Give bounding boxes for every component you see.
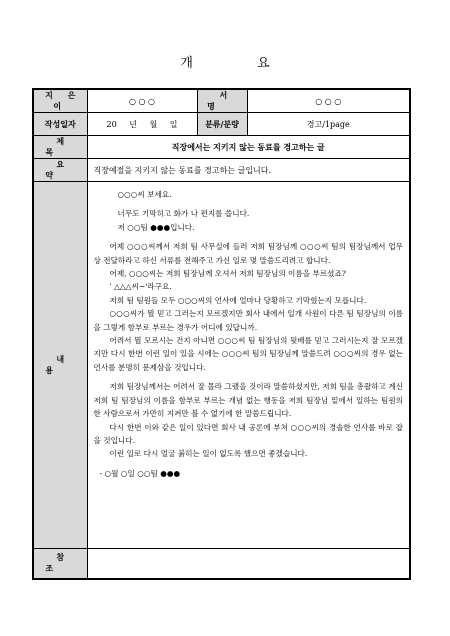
name-label: 서 명	[197, 89, 247, 113]
content-paragraph: 이런 일로 다시 얼굴 붉히는 일이 없도록 했으면 좋겠습니다.	[109, 449, 308, 459]
content-paragraph: ○○○씨가 뭘 믿고 그러는지 모르겠지만 회사 내에서 일개 사원이 다른 팀 팀장님의 이름을 그렇게 함부로 부르는 경우가 어디에 있답니까.	[93, 309, 403, 332]
summary-form	[32, 88, 411, 580]
author-label: 지 은 이	[33, 89, 87, 113]
content-paragraph: 어려서 뭘 모르시는 건지 아니면 ○○○씨 팀 팀장님의 뒷배를 믿고 그러시는지 잘 모르겠지만 다시 한번 이런 일이 있을 시에는 ○○○씨 팀의 팀장님께 말씀드려 ○○○씨의 경우 없는 언사를 분명히 문제삼을 것입니다.	[93, 336, 403, 372]
subject-label: 제 목	[33, 136, 87, 159]
content-body	[87, 182, 410, 549]
content-signature: - ○월 ○일 ○○팀 ●●●	[99, 468, 181, 478]
author-value: ○ ○ ○	[87, 89, 197, 113]
summary-label: 요 약	[33, 159, 87, 182]
date-label: 작성일자	[33, 113, 87, 136]
page-title: 개 요	[180, 56, 300, 71]
subject-value: 직장에서는 지키지 않는 동료를 경고하는 글	[87, 136, 410, 159]
content-paragraph: 어제 ○○○씨께서 저희 팀 사무실에 들러 저희 팀장님께 ○○○씨 팀의 팀장님께서 업무상 전달하라고 하신 서류를 전해주고 가신 일로 몇 말씀드리려고 합니다.	[93, 242, 403, 265]
name-value: ○ ○ ○	[247, 89, 410, 113]
reference-value	[87, 549, 410, 579]
content-paragraph: 너무도 기막히고 화가 나 편지를 씁니다.	[117, 209, 250, 219]
content-paragraph: 다시 한번 이와 같은 일이 있다면 회사 내 공론에 부쳐 ○○○씨의 경솔한 언사를 바로 잡을 것입니다.	[93, 422, 403, 445]
category-label: 분류/분량	[197, 113, 247, 136]
content-paragraph: ' △△△씨~'라구요.	[109, 282, 172, 292]
reference-label: 참 조	[33, 549, 87, 579]
summary-value: 직장예절을 지키지 않는 동료를 경고하는 글입니다.	[87, 159, 410, 182]
content-paragraph: 어제, ○○○씨는 저희 팀장님께 오셔서 저희 팀장님의 이름을 부르셨죠?	[109, 269, 346, 279]
category-value: 경고/1page	[247, 113, 410, 136]
content-paragraph: 저희 팀 팀원들 모두 ○○○씨의 언사에 얼마나 당황하고 기막혔는지 모릅니다.	[109, 295, 367, 305]
content-label: 내 용	[33, 182, 87, 549]
date-value: 20 년 월 일	[87, 113, 197, 136]
content-paragraph: 저 ○○팀 ●●●입니다.	[117, 222, 195, 232]
content-paragraph: 저희 팀장님께서는 어려서 잘 몰라 그랬을 것이라 말씀하셨지만, 저희 팀을 총괄하고 계신 저희 팀 팀장님의 이름을 함부로 부르는 개념 없는 행동을 저희 팀장님 밑에서 일하는 팀원의 한 사람으로서 가만히 지켜만 볼 수 없기에 한 말씀드립니다.	[93, 382, 403, 419]
content-greeting: ○○○씨 보세요.	[117, 190, 172, 199]
